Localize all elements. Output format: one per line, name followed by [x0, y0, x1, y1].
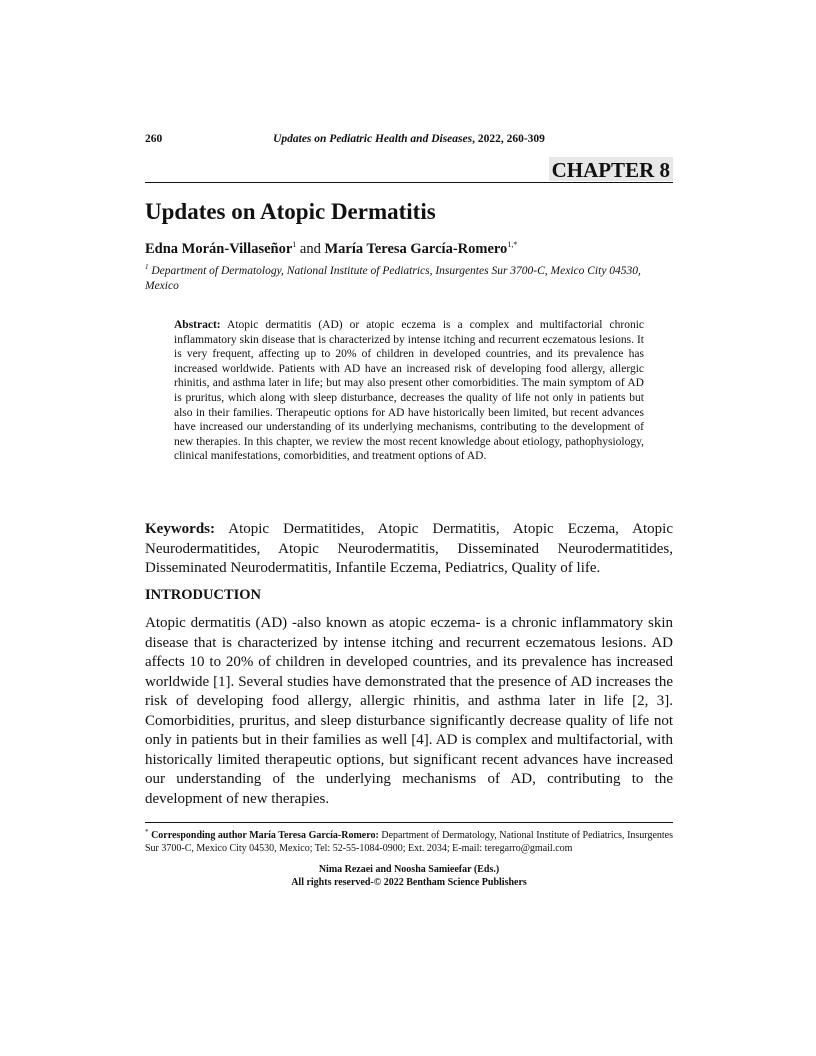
- author-line: [145, 236, 673, 258]
- abstract-text: Atopic dermatitis (AD) or atopic eczema is a complex and multifactorial chronic inflammatory skin disease that is characterized by intense itching and recurrent eczematous lesions. It is very frequent, affecting up to 20% of children in developed countries, and its prevalence has increased worldwide. Patients with AD have an increased risk of developing food allergy, allergic rhinitis, and asthma later in life; but may also present other comorbidities. The main symptom of AD is pruritus, which along with sleep disturbance, decreases the quality of life not only in patients but also in their families. Therapeutic options for AD have historically been limited, but recent advances have increased our understanding of its underlying mechanisms, contributing to the development of new therapies. In this chapter, we review the most recent knowledge about etiology, pathophysiology, clinical manifestations, comorbidities, and treatment options of AD.: [174, 319, 644, 463]
- abstract-label: Abstract:: [174, 319, 221, 331]
- abstract: [174, 318, 644, 464]
- affiliation: [145, 260, 673, 294]
- journal-info: , 2022, 260-309: [472, 133, 545, 145]
- affiliation-text: Department of Dermatology, National Institute of Pediatrics, Insurgentes Sur 3700-C, Mexico City 04530, Mexico: [145, 265, 641, 292]
- running-header: [145, 133, 673, 149]
- copyright-line: All rights reserved-© 2022 Bentham Science Publishers: [291, 876, 527, 888]
- footnote-text: Department of Dermatology, National Institute of Pediatrics, Insurgentes Sur 3700-C, Mexico City 04530, Mexico; Tel: 52-55-1084-0900; Ext. 2034; E-mail: teregarro@gmail.com: [145, 830, 673, 854]
- keywords-label: Keywords:: [145, 521, 215, 537]
- author-1: Edna Morán-Villaseñor: [145, 241, 293, 257]
- footnote-marker: *: [145, 828, 149, 836]
- affiliation-marker: 1: [145, 263, 149, 271]
- chapter-title: Updates on Atopic Dermatitis: [145, 199, 436, 224]
- author-2: María Teresa García-Romero: [324, 241, 508, 257]
- editors-block: [145, 864, 673, 889]
- footnote: [145, 826, 673, 855]
- chapter-label: CHAPTER 8: [549, 157, 673, 181]
- introduction-paragraph: Atopic dermatitis (AD) -also known as atopic eczema- is a chronic inflammatory skin disease that is characterized by intense itching and recurrent eczematous lesions. AD affects 10 to 20% of children in developed countries, and its prevalence has increased worldwide [1]. Several studies have demonstrated that the presence of AD increases the risk of developing food allergy, allergic rhinitis, and asthma later in life [2, 3]. Comorbidities, pruritus, and sleep disturbance significantly decrease quality of life not only in patients but in their families as well [4]. AD is complex and multifactorial, with historically limited therapeutic options, but significant recent advances have increased our understanding of the underlying mechanisms of AD, contributing to the development of new therapies.: [145, 615, 673, 807]
- journal-name: Updates on Pediatric Health and Diseases: [273, 133, 473, 145]
- author-connector: and: [296, 241, 325, 257]
- author-1-affil: 1: [292, 240, 297, 249]
- header-rule: [145, 182, 673, 183]
- footnote-label: Corresponding author María Teresa García-Romero:: [148, 830, 379, 841]
- keywords-text: Atopic Dermatitides, Atopic Dermatitis, Atopic Eczema, Atopic Neurodermatitides, Atopic Neurodermatitis, Disseminated Neurodermatitides, Disseminated Neurodermatitis, Infantile Eczema, Pediatrics, Quality of life.: [145, 521, 673, 576]
- page-number: 260: [145, 133, 163, 145]
- footnote-rule: [145, 822, 673, 823]
- editors-line: Nima Rezaei and Noosha Samieefar (Eds.): [318, 864, 500, 875]
- journal-title: [145, 133, 673, 145]
- author-2-affil: 1,*: [507, 240, 518, 249]
- section-heading-introduction: INTRODUCTION: [145, 587, 262, 603]
- keywords: [145, 520, 673, 579]
